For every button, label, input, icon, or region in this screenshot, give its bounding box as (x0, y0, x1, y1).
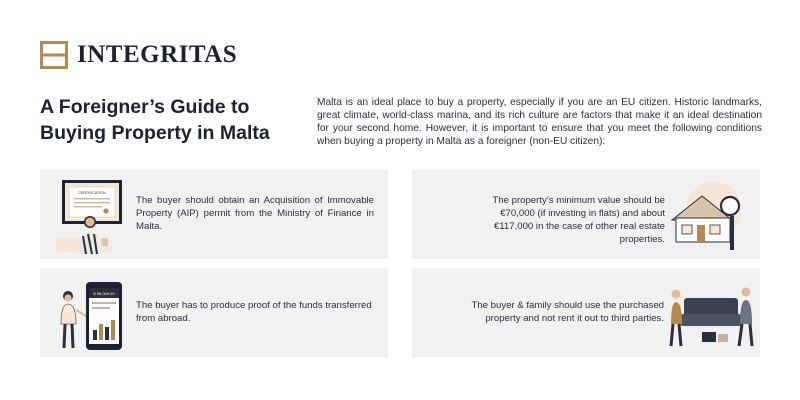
condition-text-aip-permit: The buyer should obtain an Acquisition of Immovable Property (AIP) permit from the Ministry of Finance in Malta. (136, 195, 374, 232)
condition-card-proof-of-funds (40, 268, 388, 357)
condition-card-minimum-value (412, 170, 760, 259)
square-window-logo-icon (40, 41, 68, 69)
condition-card-personal-use (412, 268, 760, 357)
house-magnifier-illustration-icon (668, 180, 754, 254)
phone-funds-illustration-icon (48, 274, 134, 354)
condition-text-minimum-value: The property’s minimum value should be €70,000 (if investing in flats) and about €117,000 in the case of other real estate properties. (492, 195, 665, 245)
condition-text-proof-of-funds: The buyer has to produce proof of the funds transferred from abroad. (136, 300, 372, 324)
certificate-illustration-icon (50, 176, 136, 256)
condition-card-aip-permit (40, 170, 388, 259)
certificate-label: CERTIFICATION (78, 191, 106, 195)
family-moving-sofa-illustration-icon (666, 284, 756, 354)
page-title: A Foreigner’s Guide to Buying Property in Malta (40, 96, 270, 144)
intro-paragraph: Malta is an ideal place to buy a property, especially if you are an EU citizen. Historic landmarks, great climate, world-class marina, and its rich culture are factors that make it an ideal destination for your second home. However, it is important to ensure that you meet the following conditions when buying a property in Malta as a foreigner (non-EU citizen): (317, 97, 762, 147)
condition-text-personal-use: The buyer & family should use the purchased property and not rent it out to third parties. (471, 300, 664, 324)
brand-name: INTEGRITAS (77, 41, 238, 68)
brand-logo[interactable] (40, 40, 237, 70)
phone-screen-amount: $ 98,000.00 (93, 291, 115, 296)
